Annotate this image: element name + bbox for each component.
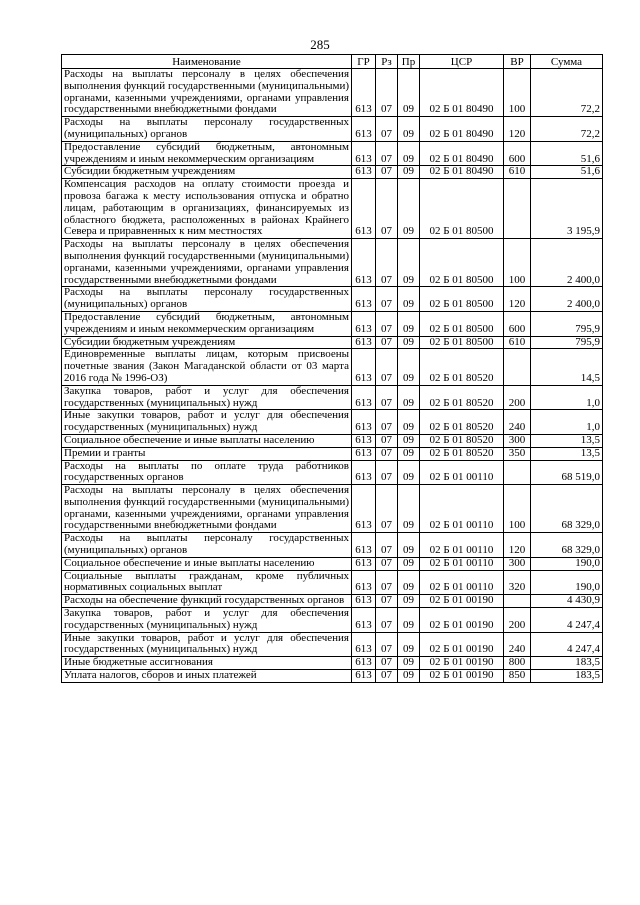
cell-name: Расходы на выплаты персоналу в целях обеспечения выполнения функций государственными (муниципальными) органами, казенными учреждениями, органами управления государственными внебюджетными фондами bbox=[62, 239, 352, 287]
cell-gr: 613 bbox=[352, 447, 376, 460]
cell-gr: 613 bbox=[352, 670, 376, 683]
cell-name: Расходы на выплаты по оплате труда работников государственных органов bbox=[62, 460, 352, 485]
cell-csr: 02 Б 01 80520 bbox=[420, 385, 504, 410]
cell-sum: 72,2 bbox=[531, 69, 603, 117]
cell-pr: 09 bbox=[398, 608, 420, 633]
cell-sum: 4 430,9 bbox=[531, 595, 603, 608]
header-rz: Рз bbox=[376, 55, 398, 69]
cell-pr: 09 bbox=[398, 632, 420, 657]
table-row bbox=[62, 287, 603, 312]
header-vr: ВР bbox=[504, 55, 531, 69]
cell-sum: 4 247,4 bbox=[531, 608, 603, 633]
budget-table bbox=[61, 54, 603, 683]
cell-pr: 09 bbox=[398, 460, 420, 485]
table-header-row bbox=[62, 55, 603, 69]
cell-name: Закупка товаров, работ и услуг для обеспечения государственных (муниципальных) нужд bbox=[62, 385, 352, 410]
cell-rz: 07 bbox=[376, 410, 398, 435]
table-row bbox=[62, 447, 603, 460]
header-gr: ГР bbox=[352, 55, 376, 69]
cell-gr: 613 bbox=[352, 460, 376, 485]
cell-csr: 02 Б 01 80490 bbox=[420, 69, 504, 117]
cell-gr: 613 bbox=[352, 434, 376, 447]
table-row bbox=[62, 557, 603, 570]
cell-name: Предоставление субсидий бюджетным, автономным учреждениям и иным некоммерческим организациям bbox=[62, 311, 352, 336]
cell-pr: 09 bbox=[398, 287, 420, 312]
table-row bbox=[62, 166, 603, 179]
cell-name: Расходы на выплаты персоналу государственных (муниципальных) органов bbox=[62, 533, 352, 558]
cell-sum: 72,2 bbox=[531, 117, 603, 142]
cell-csr: 02 Б 01 80500 bbox=[420, 336, 504, 349]
cell-csr: 02 Б 01 00110 bbox=[420, 533, 504, 558]
cell-name: Иные закупки товаров, работ и услуг для обеспечения государственных (муниципальных) нужд bbox=[62, 410, 352, 435]
cell-sum: 68 519,0 bbox=[531, 460, 603, 485]
cell-csr: 02 Б 01 80490 bbox=[420, 117, 504, 142]
cell-rz: 07 bbox=[376, 311, 398, 336]
cell-sum: 13,5 bbox=[531, 434, 603, 447]
cell-vr: 800 bbox=[504, 657, 531, 670]
cell-csr: 02 Б 01 00190 bbox=[420, 657, 504, 670]
cell-rz: 07 bbox=[376, 434, 398, 447]
cell-sum: 795,9 bbox=[531, 336, 603, 349]
cell-pr: 09 bbox=[398, 336, 420, 349]
cell-gr: 613 bbox=[352, 336, 376, 349]
cell-vr: 300 bbox=[504, 557, 531, 570]
header-pr: Пр bbox=[398, 55, 420, 69]
header-sum: Сумма bbox=[531, 55, 603, 69]
cell-vr: 850 bbox=[504, 670, 531, 683]
cell-sum: 14,5 bbox=[531, 349, 603, 385]
cell-sum: 51,6 bbox=[531, 166, 603, 179]
cell-name: Социальное обеспечение и иные выплаты населению bbox=[62, 557, 352, 570]
cell-vr: 240 bbox=[504, 410, 531, 435]
cell-gr: 613 bbox=[352, 385, 376, 410]
cell-vr bbox=[504, 349, 531, 385]
cell-rz: 07 bbox=[376, 166, 398, 179]
cell-rz: 07 bbox=[376, 349, 398, 385]
cell-csr: 02 Б 01 80500 bbox=[420, 311, 504, 336]
cell-gr: 613 bbox=[352, 410, 376, 435]
table-row bbox=[62, 69, 603, 117]
cell-sum: 1,0 bbox=[531, 410, 603, 435]
table-row bbox=[62, 608, 603, 633]
cell-vr: 600 bbox=[504, 141, 531, 166]
cell-gr: 613 bbox=[352, 311, 376, 336]
cell-name: Расходы на обеспечение функций государственных органов bbox=[62, 595, 352, 608]
cell-pr: 09 bbox=[398, 595, 420, 608]
cell-rz: 07 bbox=[376, 632, 398, 657]
cell-gr: 613 bbox=[352, 117, 376, 142]
cell-gr: 613 bbox=[352, 570, 376, 595]
cell-gr: 613 bbox=[352, 166, 376, 179]
cell-csr: 02 Б 01 80520 bbox=[420, 349, 504, 385]
cell-csr: 02 Б 01 00110 bbox=[420, 485, 504, 533]
table-body bbox=[62, 69, 603, 683]
cell-sum: 68 329,0 bbox=[531, 533, 603, 558]
cell-vr: 200 bbox=[504, 385, 531, 410]
cell-name: Расходы на выплаты персоналу в целях обеспечения выполнения функций государственными (муниципальными) органами, казенными учреждениями, органами управления государственными внебюджетными фондами bbox=[62, 69, 352, 117]
table-row bbox=[62, 141, 603, 166]
table-row bbox=[62, 485, 603, 533]
table-row bbox=[62, 632, 603, 657]
cell-rz: 07 bbox=[376, 287, 398, 312]
cell-name: Расходы на выплаты персоналу государственных (муниципальных) органов bbox=[62, 117, 352, 142]
header-csr: ЦСР bbox=[420, 55, 504, 69]
cell-csr: 02 Б 01 80520 bbox=[420, 447, 504, 460]
table-row bbox=[62, 336, 603, 349]
cell-sum: 68 329,0 bbox=[531, 485, 603, 533]
cell-sum: 2 400,0 bbox=[531, 239, 603, 287]
cell-vr: 240 bbox=[504, 632, 531, 657]
cell-pr: 09 bbox=[398, 349, 420, 385]
cell-pr: 09 bbox=[398, 179, 420, 239]
cell-name: Социальные выплаты гражданам, кроме публичных нормативных социальных выплат bbox=[62, 570, 352, 595]
cell-csr: 02 Б 01 00190 bbox=[420, 595, 504, 608]
cell-csr: 02 Б 01 00190 bbox=[420, 632, 504, 657]
cell-vr bbox=[504, 460, 531, 485]
cell-rz: 07 bbox=[376, 385, 398, 410]
cell-sum: 4 247,4 bbox=[531, 632, 603, 657]
table-row bbox=[62, 385, 603, 410]
cell-pr: 09 bbox=[398, 141, 420, 166]
cell-rz: 07 bbox=[376, 447, 398, 460]
cell-pr: 09 bbox=[398, 485, 420, 533]
cell-vr: 300 bbox=[504, 434, 531, 447]
cell-vr: 610 bbox=[504, 166, 531, 179]
header-name: Наименование bbox=[62, 55, 352, 69]
cell-sum: 51,6 bbox=[531, 141, 603, 166]
cell-vr: 100 bbox=[504, 239, 531, 287]
cell-gr: 613 bbox=[352, 485, 376, 533]
table-row bbox=[62, 670, 603, 683]
cell-vr: 120 bbox=[504, 533, 531, 558]
cell-pr: 09 bbox=[398, 311, 420, 336]
cell-csr: 02 Б 01 00190 bbox=[420, 670, 504, 683]
cell-rz: 07 bbox=[376, 670, 398, 683]
cell-rz: 07 bbox=[376, 179, 398, 239]
cell-pr: 09 bbox=[398, 410, 420, 435]
cell-pr: 09 bbox=[398, 385, 420, 410]
cell-name: Единовременные выплаты лицам, которым присвоены почетные звания (Закон Магаданской области от 03 марта 2016 года № 1996-ОЗ) bbox=[62, 349, 352, 385]
cell-pr: 09 bbox=[398, 69, 420, 117]
cell-pr: 09 bbox=[398, 670, 420, 683]
cell-pr: 09 bbox=[398, 166, 420, 179]
cell-vr: 320 bbox=[504, 570, 531, 595]
cell-rz: 07 bbox=[376, 336, 398, 349]
cell-gr: 613 bbox=[352, 69, 376, 117]
cell-rz: 07 bbox=[376, 570, 398, 595]
table-row bbox=[62, 117, 603, 142]
cell-name: Компенсация расходов на оплату стоимости проезда и провоза багажа к месту использования отпуска и обратно лицам, работающим в организациях, финансируемых из областного бюджета, расположенных в районах Крайнего Севера и приравненных к ним местностях bbox=[62, 179, 352, 239]
cell-sum: 1,0 bbox=[531, 385, 603, 410]
cell-gr: 613 bbox=[352, 608, 376, 633]
cell-pr: 09 bbox=[398, 239, 420, 287]
cell-vr: 350 bbox=[504, 447, 531, 460]
cell-csr: 02 Б 01 80500 bbox=[420, 287, 504, 312]
cell-vr: 610 bbox=[504, 336, 531, 349]
cell-pr: 09 bbox=[398, 570, 420, 595]
cell-sum: 183,5 bbox=[531, 657, 603, 670]
cell-vr bbox=[504, 595, 531, 608]
cell-rz: 07 bbox=[376, 608, 398, 633]
cell-pr: 09 bbox=[398, 117, 420, 142]
cell-rz: 07 bbox=[376, 141, 398, 166]
cell-sum: 3 195,9 bbox=[531, 179, 603, 239]
cell-gr: 613 bbox=[352, 595, 376, 608]
cell-gr: 613 bbox=[352, 349, 376, 385]
cell-csr: 02 Б 01 80490 bbox=[420, 141, 504, 166]
cell-sum: 190,0 bbox=[531, 570, 603, 595]
table-row bbox=[62, 311, 603, 336]
cell-gr: 613 bbox=[352, 657, 376, 670]
page-number: 285 bbox=[310, 37, 330, 52]
cell-rz: 07 bbox=[376, 485, 398, 533]
cell-sum: 13,5 bbox=[531, 447, 603, 460]
cell-name: Уплата налогов, сборов и иных платежей bbox=[62, 670, 352, 683]
cell-name: Иные бюджетные ассигнования bbox=[62, 657, 352, 670]
cell-rz: 07 bbox=[376, 117, 398, 142]
cell-pr: 09 bbox=[398, 557, 420, 570]
cell-csr: 02 Б 01 00110 bbox=[420, 557, 504, 570]
cell-name: Субсидии бюджетным учреждениям bbox=[62, 336, 352, 349]
cell-gr: 613 bbox=[352, 632, 376, 657]
table-row bbox=[62, 657, 603, 670]
cell-name: Расходы на выплаты персоналу в целях обеспечения выполнения функций государственными (муниципальными) органами, казенными учреждениями, органами управления государственными внебюджетными фондами bbox=[62, 485, 352, 533]
cell-pr: 09 bbox=[398, 657, 420, 670]
cell-vr: 120 bbox=[504, 117, 531, 142]
cell-csr: 02 Б 01 00110 bbox=[420, 570, 504, 595]
cell-gr: 613 bbox=[352, 239, 376, 287]
cell-pr: 09 bbox=[398, 447, 420, 460]
cell-name: Субсидии бюджетным учреждениям bbox=[62, 166, 352, 179]
cell-sum: 183,5 bbox=[531, 670, 603, 683]
cell-sum: 795,9 bbox=[531, 311, 603, 336]
cell-rz: 07 bbox=[376, 557, 398, 570]
cell-gr: 613 bbox=[352, 141, 376, 166]
cell-vr: 600 bbox=[504, 311, 531, 336]
cell-vr: 100 bbox=[504, 69, 531, 117]
cell-name: Закупка товаров, работ и услуг для обеспечения государственных (муниципальных) нужд bbox=[62, 608, 352, 633]
cell-pr: 09 bbox=[398, 434, 420, 447]
table-row bbox=[62, 179, 603, 239]
cell-pr: 09 bbox=[398, 533, 420, 558]
cell-csr: 02 Б 01 80520 bbox=[420, 410, 504, 435]
cell-name: Премии и гранты bbox=[62, 447, 352, 460]
table-row bbox=[62, 570, 603, 595]
cell-vr: 200 bbox=[504, 608, 531, 633]
cell-rz: 07 bbox=[376, 533, 398, 558]
cell-gr: 613 bbox=[352, 557, 376, 570]
cell-gr: 613 bbox=[352, 533, 376, 558]
table-row bbox=[62, 460, 603, 485]
cell-sum: 190,0 bbox=[531, 557, 603, 570]
cell-name: Иные закупки товаров, работ и услуг для обеспечения государственных (муниципальных) нужд bbox=[62, 632, 352, 657]
cell-csr: 02 Б 01 00110 bbox=[420, 460, 504, 485]
table-row bbox=[62, 410, 603, 435]
cell-rz: 07 bbox=[376, 69, 398, 117]
cell-vr bbox=[504, 179, 531, 239]
cell-sum: 2 400,0 bbox=[531, 287, 603, 312]
cell-csr: 02 Б 01 00190 bbox=[420, 608, 504, 633]
cell-name: Предоставление субсидий бюджетным, автономным учреждениям и иным некоммерческим организациям bbox=[62, 141, 352, 166]
cell-csr: 02 Б 01 80500 bbox=[420, 239, 504, 287]
table-row bbox=[62, 349, 603, 385]
cell-name: Социальное обеспечение и иные выплаты населению bbox=[62, 434, 352, 447]
table-row bbox=[62, 434, 603, 447]
cell-gr: 613 bbox=[352, 287, 376, 312]
table-row bbox=[62, 533, 603, 558]
table-row bbox=[62, 595, 603, 608]
cell-rz: 07 bbox=[376, 657, 398, 670]
cell-csr: 02 Б 01 80490 bbox=[420, 166, 504, 179]
cell-vr: 120 bbox=[504, 287, 531, 312]
table-row bbox=[62, 239, 603, 287]
cell-rz: 07 bbox=[376, 460, 398, 485]
cell-rz: 07 bbox=[376, 239, 398, 287]
cell-vr: 100 bbox=[504, 485, 531, 533]
cell-gr: 613 bbox=[352, 179, 376, 239]
cell-csr: 02 Б 01 80500 bbox=[420, 179, 504, 239]
cell-csr: 02 Б 01 80520 bbox=[420, 434, 504, 447]
cell-name: Расходы на выплаты персоналу государственных (муниципальных) органов bbox=[62, 287, 352, 312]
cell-rz: 07 bbox=[376, 595, 398, 608]
